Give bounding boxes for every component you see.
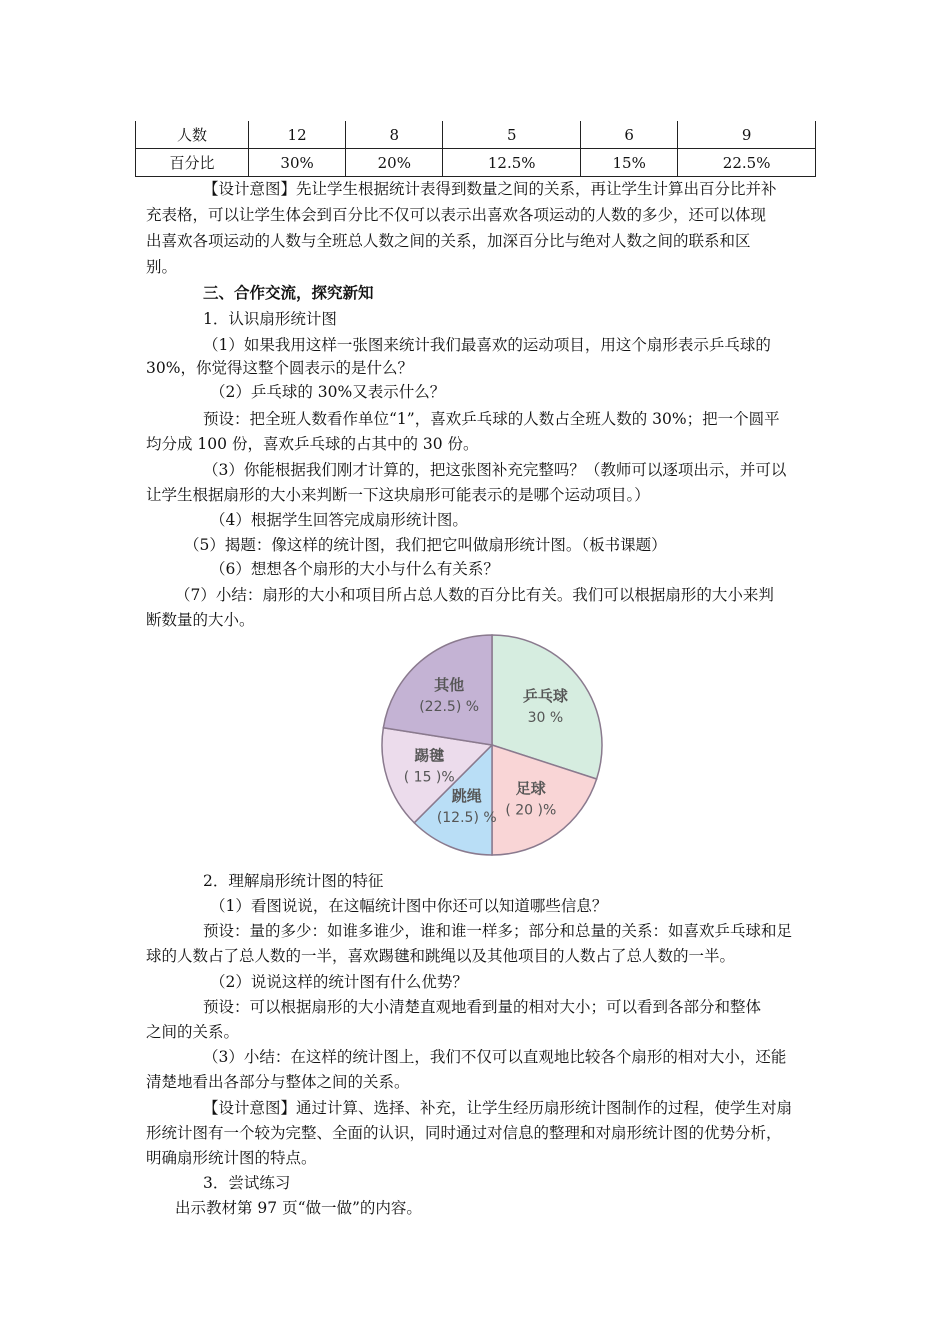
table-cell: 5 [443,121,581,149]
paragraph-line: 出喜欢各项运动的人数与全班总人数之间的关系，加深百分比与绝对人数之间的联系和区 [146,232,751,250]
paragraph-line: 球的人数占了总人数的一半，喜欢踢毽和跳绳以及其他项目的人数占了总人数的一半。 [146,947,736,965]
slice-name-label: 足球 [515,779,546,798]
table-cell: 12.5% [443,149,581,177]
pie-chart [372,630,612,860]
question-line: （1）看图说说，在这幅统计图中你还可以知道哪些信息？ [210,897,608,915]
table-cell: 20% [346,149,443,177]
question-line: （4）根据学生回答完成扇形统计图。 [210,511,468,529]
question-line: （3）你能根据我们刚才计算的，把这张图补充完整吗？（教师可以逐项出示，并可以 [203,461,787,479]
paragraph-line: 充表格，可以让学生体会到百分比不仅可以表示出喜欢各项运动的人数的多少，还可以体现 [146,206,767,224]
subsection-heading: 1．认识扇形统计图 [203,310,337,328]
stats-table [135,121,816,177]
summary-line: （7）小结：扇形的大小和项目所占总人数的百分比有关。我们可以根据扇形的大小来判 [175,586,774,604]
table-cell: 6 [581,121,678,149]
paragraph-line: 之间的关系。 [146,1023,240,1041]
table-row [136,149,816,177]
slice-value-label: ( 20 )% [505,802,557,819]
paragraph-line: 别。 [146,258,178,276]
question-line: （1）如果我用这样一张图来统计我们最喜欢的运动项目，用这个扇形表示乒乓球的 [203,336,771,354]
paragraph-line: 明确扇形统计图的特点。 [146,1149,317,1167]
question-line: （2）乒乓球的 30%又表示什么？ [210,383,446,401]
answer-line: 预设：把全班人数看作单位“1”，喜欢乒乓球的人数占全班人数的 30%；把一个圆平 [203,410,780,428]
design-intent-paragraph: 【设计意图】通过计算、选择、补充，让学生经历扇形统计图制作的过程，使学生对扇 [203,1099,793,1117]
slice-name-label: 其他 [434,675,465,694]
slice-name-label: 踢毽 [414,746,445,765]
paragraph-line: 清楚地看出各部分与整体之间的关系。 [146,1073,410,1091]
subsection-heading: 2．理解扇形统计图的特征 [203,872,384,890]
answer-line: 预设：可以根据扇形的大小清楚直观地看到量的相对大小；可以看到各部分和整体 [203,998,762,1016]
paragraph-line: 出示教材第 97 页“做一做”的内容。 [175,1199,422,1217]
table-cell: 22.5% [678,149,816,177]
table-cell: 30% [249,149,346,177]
slice-value-label: (22.5) % [419,698,480,715]
design-intent-paragraph: 【设计意图】先让学生根据统计表得到数量之间的关系，再让学生计算出百分比并补 [203,180,777,198]
slice-value-label: (12.5) % [436,809,497,826]
slice-name-label: 跳绳 [451,786,482,805]
subsection-heading: 3．尝试练习 [203,1174,291,1192]
paragraph-line: 让学生根据扇形的大小来判断一下这块扇形可能表示的是哪个运动项目。） [146,486,650,504]
row-header: 人数 [136,121,249,149]
slice-name-label: 乒乓球 [522,687,568,706]
question-line: （2）说说这样的统计图有什么优势？ [210,973,468,991]
paragraph-line: 断数量的大小。 [146,611,255,629]
row-header: 百分比 [136,149,249,177]
section-heading: 三、合作交流，探究新知 [203,283,374,302]
table-row [136,121,816,149]
table-cell: 9 [678,121,816,149]
question-line: （6）想想各个扇形的大小与什么有关系？ [210,560,499,578]
question-line: （5）揭题：像这样的统计图，我们把它叫做扇形统计图。（板书课题） [184,536,667,554]
table-cell: 15% [581,149,678,177]
paragraph-line: 形统计图有一个较为完整、全面的认识，同时通过对信息的整理和对扇形统计图的优势分析， [146,1124,782,1142]
table-cell: 12 [249,121,346,149]
table-cell: 8 [346,121,443,149]
slice-value-label: ( 15 )% [403,769,455,786]
summary-line: （3）小结：在这样的统计图上，我们不仅可以直观地比较各个扇形的相对大小，还能 [203,1048,787,1066]
slice-value-label: 30 % [527,710,564,727]
paragraph-line: 均分成 100 份，喜欢乒乓球的占其中的 30 份。 [146,435,479,453]
paragraph-line: 30%，你觉得这整个圆表示的是什么？ [146,359,413,377]
answer-line: 预设：量的多少：如谁多谁少，谁和谁一样多；部分和总量的关系：如喜欢乒乓球和足 [203,922,793,940]
